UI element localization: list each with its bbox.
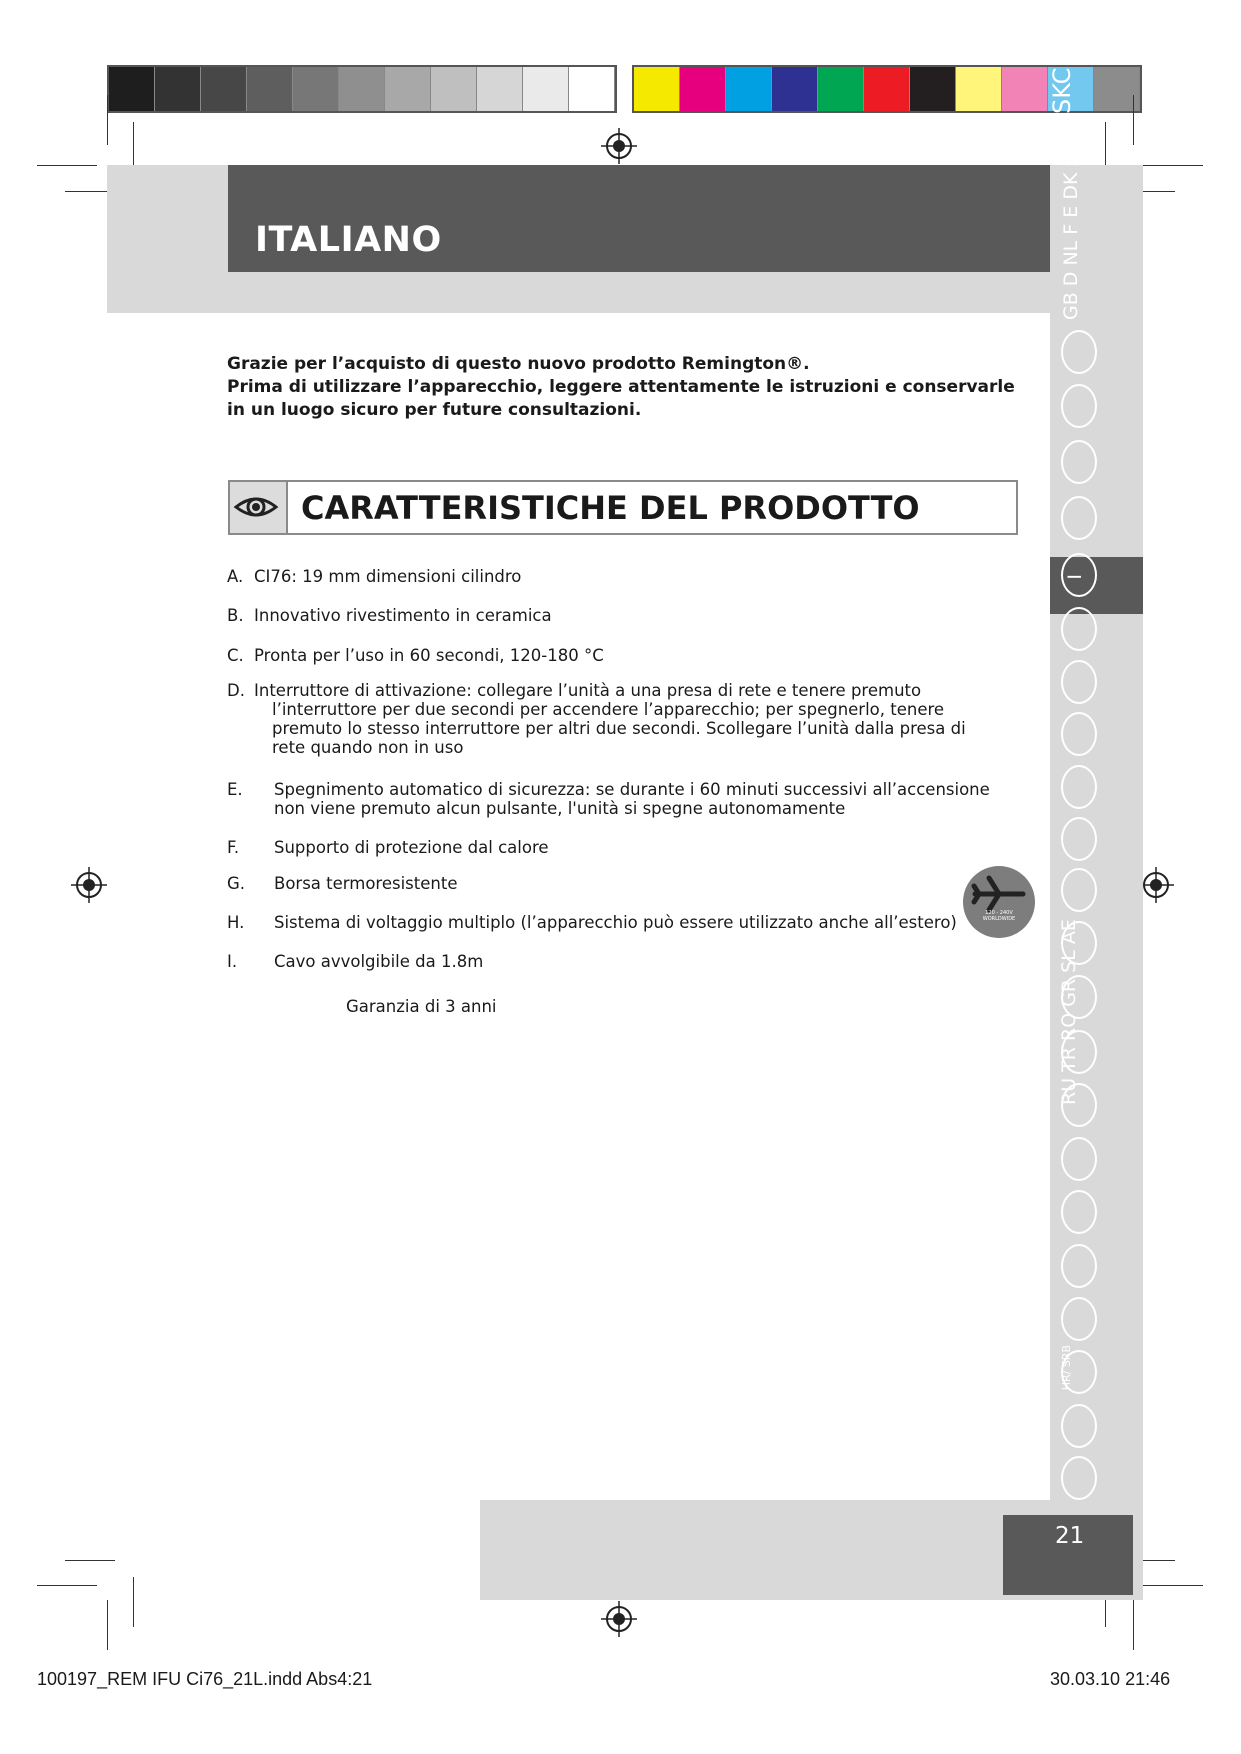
language-tab-oval xyxy=(1061,765,1097,809)
color-swatch xyxy=(431,67,477,111)
registration-mark-icon xyxy=(600,127,638,165)
language-tab-oval xyxy=(1061,440,1097,484)
registration-mark-icon xyxy=(600,1600,638,1638)
language-tab-oval xyxy=(1061,330,1097,374)
section-heading-box xyxy=(228,480,1018,535)
eye-icon-cell xyxy=(230,482,288,533)
feature-text: CI76: 19 mm dimensioni cilindro xyxy=(254,567,522,586)
color-bar-cut-label: SKC xyxy=(1048,67,1076,114)
crop-mark xyxy=(107,95,108,145)
language-tab-oval xyxy=(1061,1350,1097,1394)
intro-line: Grazie per l’acquisto di questo nuovo prodotto Remington®. xyxy=(227,354,810,374)
crop-mark xyxy=(37,165,97,166)
feature-letter: B. xyxy=(227,606,244,625)
crop-mark xyxy=(107,1600,108,1650)
language-tab-oval xyxy=(1061,553,1097,597)
color-swatch xyxy=(201,67,247,111)
color-swatch xyxy=(726,67,772,111)
language-tab-oval xyxy=(1061,1297,1097,1341)
color-swatch xyxy=(818,67,864,111)
page-title: ITALIANO xyxy=(255,220,442,260)
feature-letter: E. xyxy=(227,780,243,799)
color-swatch xyxy=(339,67,385,111)
registration-mark-icon xyxy=(70,866,108,904)
language-tab-oval xyxy=(1061,607,1097,651)
color-swatch xyxy=(1002,67,1048,111)
page-number: 21 xyxy=(1055,1523,1085,1549)
feature-letter: F. xyxy=(227,838,240,857)
language-tab-oval xyxy=(1061,868,1097,912)
feature-letter: A. xyxy=(227,567,244,586)
crop-mark xyxy=(1143,165,1203,166)
crop-mark xyxy=(37,1585,97,1586)
footer-file-info: 100197_REM IFU Ci76_21L.indd Abs4:21 xyxy=(37,1669,373,1689)
language-tab-hr-srb: HR/ SRB xyxy=(1060,1345,1073,1391)
warranty-note: Garanzia di 3 anni xyxy=(346,997,497,1016)
feature-text: l’interruttore per due secondi per accendere l’apparecchio; per spegnerlo, tenere xyxy=(272,700,945,719)
language-tab-oval xyxy=(1061,1244,1097,1288)
color-swatch xyxy=(864,67,910,111)
color-swatch xyxy=(109,67,155,111)
color-swatch xyxy=(477,67,523,111)
grayscale-calibration-bar xyxy=(107,65,617,113)
language-tabs-top: GB D NL F E DK S xyxy=(1060,154,1082,320)
feature-text: Innovativo rivestimento in ceramica xyxy=(254,606,552,625)
language-tab-oval xyxy=(1061,384,1097,428)
language-tab-oval xyxy=(1061,660,1097,704)
crop-mark xyxy=(1133,95,1134,145)
color-swatch xyxy=(293,67,339,111)
feature-text: non viene premuto alcun pulsante, l'unità si spegne autonomamente xyxy=(274,799,846,818)
language-tab-oval xyxy=(1061,1404,1097,1448)
language-tab-oval xyxy=(1061,1190,1097,1234)
language-tab-oval xyxy=(1061,817,1097,861)
language-tab-oval xyxy=(1061,1030,1097,1074)
color-swatch xyxy=(772,67,818,111)
language-tab-oval xyxy=(1061,1083,1097,1127)
crop-mark xyxy=(1133,1600,1134,1650)
intro-line: in un luogo sicuro per future consultazioni. xyxy=(227,400,642,420)
color-swatch xyxy=(385,67,431,111)
language-tab-oval xyxy=(1061,1137,1097,1181)
badge-caption: 120 - 240V WORLDWIDE xyxy=(982,910,1016,922)
color-swatch xyxy=(523,67,569,111)
page-number-box xyxy=(1003,1515,1133,1595)
intro-text xyxy=(227,353,1017,422)
color-swatch xyxy=(680,67,726,111)
crop-mark xyxy=(133,1577,134,1627)
eye-icon xyxy=(230,482,282,533)
feature-text: Pronta per l’uso in 60 secondi, 120-180 °C xyxy=(254,646,604,665)
feature-text: premuto lo stesso interruttore per altri due secondi. Scollegare l’unità dalla presa di xyxy=(272,719,966,738)
active-language-label: I xyxy=(1064,574,1086,580)
feature-letter: C. xyxy=(227,646,244,665)
feature-text: Supporto di protezione dal calore xyxy=(274,838,549,857)
feature-letter: I. xyxy=(227,952,238,971)
color-swatch xyxy=(956,67,1002,111)
feature-letter: H. xyxy=(227,913,245,932)
language-tab-oval xyxy=(1061,712,1097,756)
feature-text: Spegnimento automatico di sicurezza: se durante i 60 minuti successivi all’accensione xyxy=(274,780,990,799)
feature-text: Interruttore di attivazione: collegare l’unità a una presa di rete e tenere premuto xyxy=(254,681,922,700)
color-swatch xyxy=(247,67,293,111)
color-swatch xyxy=(634,67,680,111)
color-swatch xyxy=(569,67,615,111)
feature-text: rete quando non in uso xyxy=(272,738,464,757)
feature-text: Borsa termoresistente xyxy=(274,874,458,893)
language-tab-oval xyxy=(1061,496,1097,540)
language-tab-oval xyxy=(1061,975,1097,1019)
feature-text: Sistema di voltaggio multiplo (l’apparecchio può essere utilizzato anche all’estero) xyxy=(274,913,957,932)
feature-letter: D. xyxy=(227,681,245,700)
section-title: CARATTERISTICHE DEL PRODOTTO xyxy=(301,489,920,527)
footer-date-time: 30.03.10 21:46 xyxy=(1050,1669,1171,1689)
worldwide-voltage-badge xyxy=(963,866,1035,938)
color-swatch xyxy=(910,67,956,111)
language-tab-oval xyxy=(1061,921,1097,965)
feature-text: Cavo avvolgibile da 1.8m xyxy=(274,952,484,971)
intro-line: Prima di utilizzare l’apparecchio, leggere attentamente le istruzioni e conservarle xyxy=(227,377,1015,397)
crop-mark xyxy=(65,1560,115,1561)
crop-mark xyxy=(1143,1585,1203,1586)
feature-letter: G. xyxy=(227,874,246,893)
language-tabs-bottom: RU TR RO GR SL AE xyxy=(1058,919,1080,1105)
language-tab-oval xyxy=(1061,1456,1097,1500)
color-swatch xyxy=(155,67,201,111)
